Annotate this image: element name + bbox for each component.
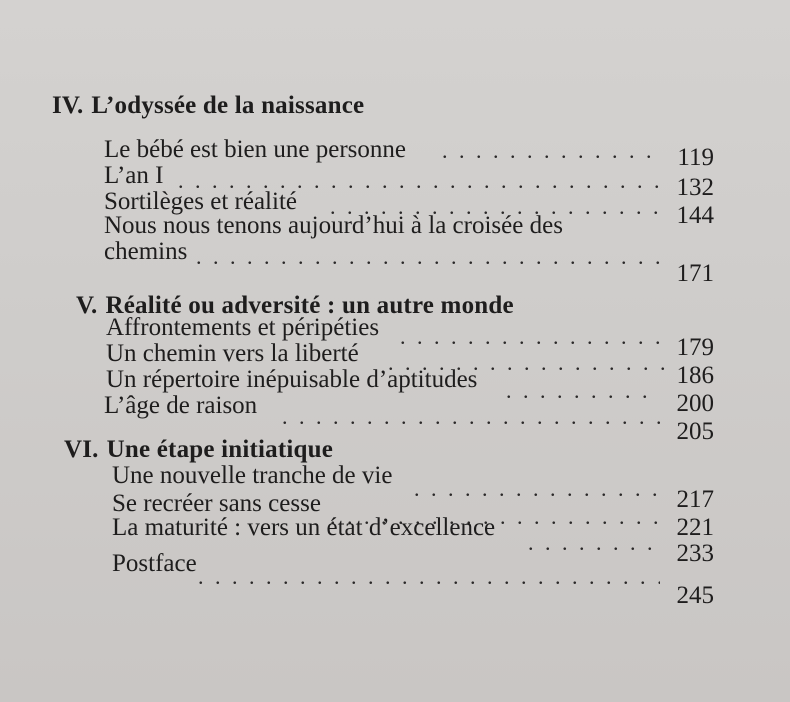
leader-dots <box>198 564 660 590</box>
leader-dots <box>400 324 660 350</box>
entry-title: La maturité : vers un état d’excellence <box>112 514 496 541</box>
leader-dots <box>528 530 660 556</box>
entry-page: 233 <box>676 540 714 567</box>
entry-page: 221 <box>676 514 714 541</box>
leader-dots <box>196 244 660 270</box>
section-number: V. <box>76 292 98 319</box>
section-number: VI. <box>64 436 99 463</box>
entry-title: Sortilèges et réalité <box>104 188 297 215</box>
entry-title: Nous nous tenons aujourd’hui à la croisée des <box>104 212 563 239</box>
section-title: L’odyssée de la naissance <box>91 92 365 119</box>
entry-page: 179 <box>676 334 714 361</box>
entry-title: Un répertoire inépuisable d’aptitudes <box>106 366 478 393</box>
leader-dots <box>282 404 660 430</box>
leader-dots <box>414 476 660 502</box>
entry-title: Se recréer sans cesse <box>112 490 321 517</box>
entry-page: 171 <box>676 260 714 287</box>
section-title: Une étape initiatique <box>106 436 334 463</box>
entry-page: 119 <box>677 144 714 171</box>
section-heading <box>52 92 364 120</box>
section-heading <box>64 436 333 464</box>
entry-page: 245 <box>676 582 714 609</box>
entry-title-continued: chemins <box>104 238 188 265</box>
entry-title: Affrontements et péripéties <box>106 314 380 341</box>
section-number: IV. <box>52 92 84 119</box>
entry-title: L’âge de raison <box>104 392 258 419</box>
entry-title: Postface <box>112 550 197 577</box>
section-title: Réalité ou adversité : un autre monde <box>105 292 514 319</box>
entry-page: 186 <box>676 362 714 389</box>
leader-dots <box>506 378 660 404</box>
entry-page: 132 <box>676 174 714 201</box>
leader-dots <box>442 138 660 164</box>
entry-title: L’an I <box>104 162 164 189</box>
entry-page: 144 <box>676 202 714 229</box>
entry-title: Le bébé est bien une personne <box>104 136 406 163</box>
entry-title: Un chemin vers la liberté <box>106 340 359 367</box>
entry-page: 217 <box>676 486 714 513</box>
entry-page: 200 <box>676 390 714 417</box>
entry-page: 205 <box>676 418 714 445</box>
entry-title: Une nouvelle tranche de vie <box>112 462 393 489</box>
